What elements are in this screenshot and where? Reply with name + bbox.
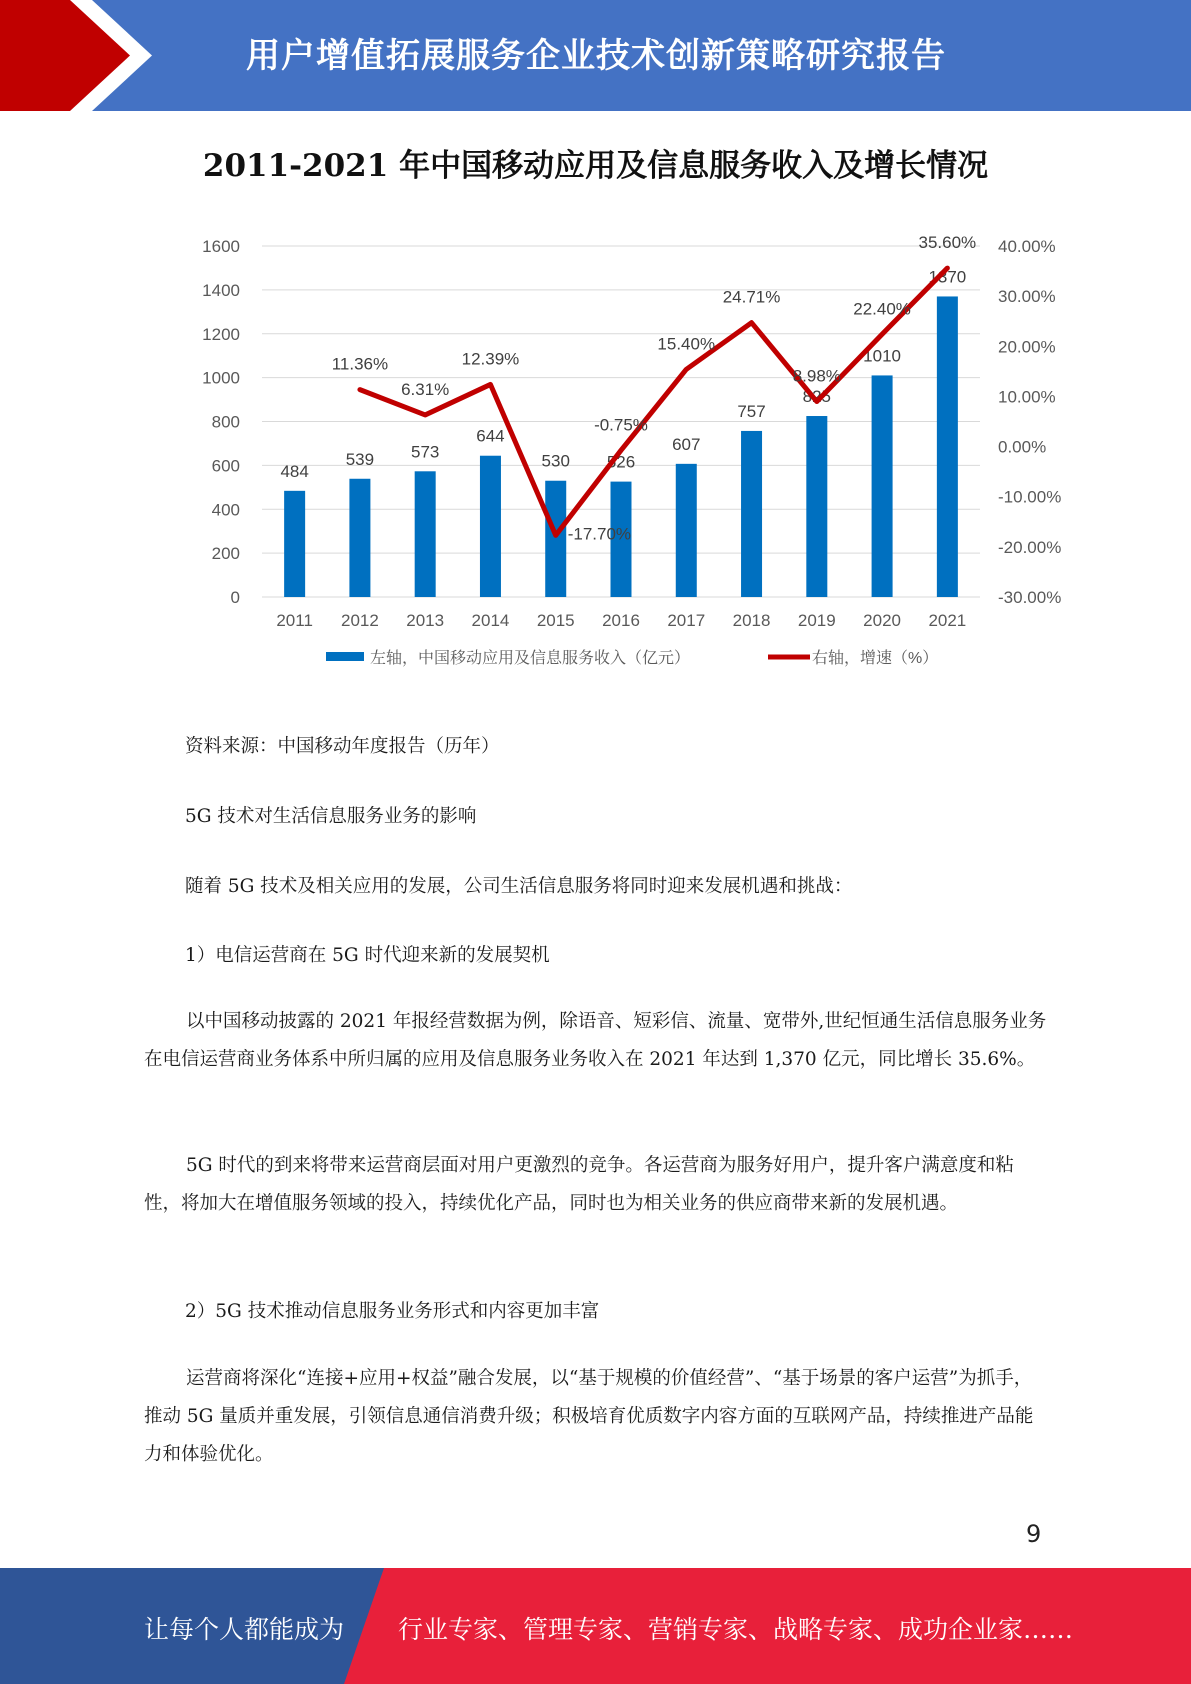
bar [545,481,566,597]
bar-label: 644 [476,426,505,446]
footer-slogan-left: 让每个人都能成为 [144,1615,345,1644]
legend-bar-swatch [326,652,364,661]
point1-paragraph-2: 5G 时代的到来将带来运营商层面对用户更激烈的竞争。各运营商为服务好用户，提升客户满意度和粘性，将加大在增值服务领域的投入，持续优化产品，同时也为相关业务的供应商带来新的发展机遇。 [144,1155,1014,1214]
footer-slogan-right: 行业专家、管理专家、营销专家、战略专家、成功企业家…… [398,1615,1074,1644]
left-axis-tick: 1200 [202,324,240,344]
intro-paragraph: 随着 5G 技术及相关应用的发展，公司生活信息服务将同时迎来发展机遇和挑战： [185,876,853,897]
chart-title: 2011-2021 年中国移动应用及信息服务收入及增长情况 [202,148,989,184]
x-axis-label: 2015 [536,611,575,630]
left-axis-tick: 400 [211,500,240,520]
x-axis-label: 2016 [602,611,640,630]
left-axis-tick: 600 [211,456,240,476]
bar-label: 530 [541,451,570,471]
x-axis-label: 2020 [863,611,902,630]
right-axis-tick: 10.00% [998,387,1056,407]
bar-label: 526 [606,452,636,472]
right-axis-tick: 30.00% [998,287,1056,307]
legend-bar-label: 左轴，中国移动应用及信息服务收入（亿元） [370,650,691,667]
bar-label: 757 [737,401,766,421]
bar [284,491,305,597]
point1-paragraph-1: 以中国移动披露的 2021 年报经营数据为例，除语音、短彩信、流量、宽带外,世纪恒通生活信息服务业务在电信运营商业务体系中所归属的应用及信息服务业务收入在 2021 年达到 1,370 亿元，同比增长 35.6%。 [144,1011,1047,1070]
bar-label: 573 [410,442,440,462]
x-axis-label: 2014 [471,611,510,630]
section-heading-5g: 5G 技术对生活信息服务业务的影响 [185,806,477,827]
left-axis-tick: 200 [211,544,240,564]
legend-line-label: 右轴，增速（%） [812,650,939,667]
right-axis-tick: -10.00% [998,487,1062,507]
bar [349,479,370,597]
growth-label: 8.98% [792,366,841,386]
left-axis-tick: 800 [211,412,240,432]
growth-label: 6.31% [401,379,450,399]
bar [937,296,958,597]
bar-label: 607 [672,434,701,454]
bar [806,416,827,597]
x-axis-label: 2013 [406,611,445,630]
bar-label: 539 [345,449,375,469]
right-axis-tick: -30.00% [998,588,1062,607]
x-axis-label: 2012 [340,611,379,630]
growth-label: 35.60% [918,233,977,253]
x-axis-label: 2011 [276,611,313,630]
bar-label: 825 [802,387,832,407]
bar [480,456,501,597]
x-axis-label: 2018 [732,611,771,630]
page-number: 9 [1026,1520,1042,1548]
bar [415,471,436,597]
page-footer [0,1568,1191,1684]
growth-label: 12.39% [461,349,520,369]
point2-paragraph-1: 运营商将深化“连接+应用+权益”融合发展，以“基于规模的价值经营”、“基于场景的客户运营”为抓手，推动 5G 量质并重发展，引领信息通信消费升级；积极培育优质数字内容方面的互联网产品，持续推进产品能力和体验优化。 [144,1368,1034,1465]
growth-label: 22.40% [853,299,911,319]
right-axis-tick: 40.00% [998,237,1056,256]
bar [741,431,762,597]
growth-label: -17.70% [567,524,632,544]
revenue-growth-chart [0,0,1191,700]
bar [676,464,697,597]
point1-title: 1）电信运营商在 5G 时代迎来新的发展契机 [185,945,550,966]
source-note: 资料来源：中国移动年度报告（历年） [185,736,500,757]
x-axis-label: 2021 [928,611,967,630]
left-axis-tick: 1600 [202,237,240,256]
point2-title: 2）5G 技术推动信息服务业务形式和内容更加丰富 [185,1301,600,1322]
growth-label: 11.36% [331,354,389,374]
x-axis-label: 2019 [797,611,836,630]
growth-label: 15.40% [657,334,716,354]
bar-label: 484 [280,461,309,481]
right-axis-tick: 20.00% [998,337,1056,357]
left-axis-tick: 1400 [202,280,240,300]
document-title: 用户增值拓展服务企业技术创新策略研究报告 [246,36,946,76]
left-axis-tick: 0 [230,588,240,607]
growth-label: -0.75% [594,415,648,435]
bar-label: 1010 [863,346,902,366]
growth-label: 24.71% [722,287,781,307]
bar [872,375,893,597]
right-axis-tick: -20.00% [998,537,1062,557]
x-axis-label: 2017 [667,611,706,630]
right-axis-tick: 0.00% [998,437,1047,457]
left-axis-tick: 1000 [202,368,240,388]
bar-label: 1370 [928,267,967,287]
